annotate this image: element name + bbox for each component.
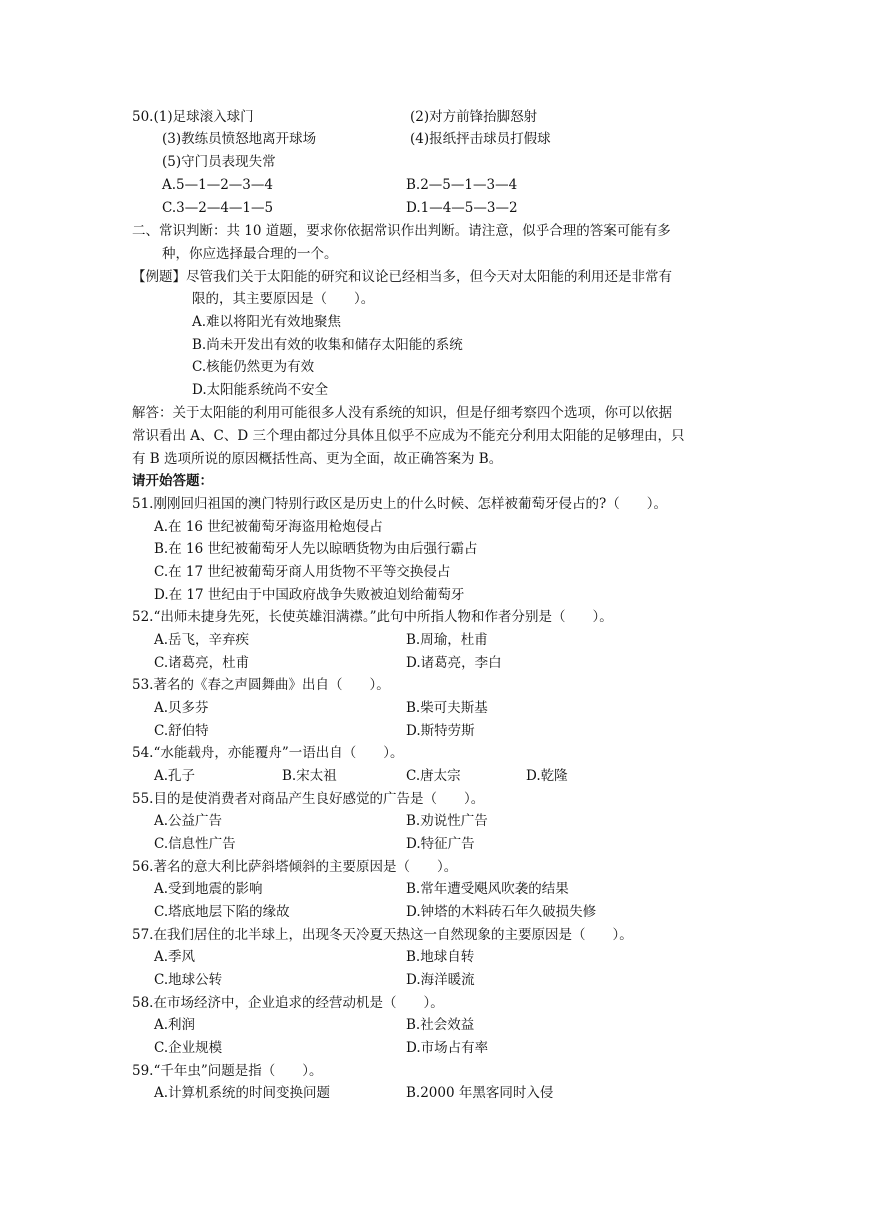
answer-line-1: 解答：关于太阳能的利用可能很多人没有系统的知识，但是仔细考察四个选项，你可以依据	[132, 405, 672, 421]
q54-option-b: B.宋太祖	[282, 768, 337, 784]
q50-item-3: (3)教练员愤怒地离开球场	[162, 131, 317, 147]
q50-item-5: (5)守门员表现失常	[162, 154, 276, 170]
q54-option-a: A.孔子	[154, 768, 196, 784]
q53-option-b: B.柴可夫斯基	[406, 700, 488, 716]
q52-option-b: B.周瑜，杜甫	[406, 632, 488, 648]
q57-option-b: B.地球自转	[406, 949, 475, 965]
q51-option-d: D.在 17 世纪由于中国政府战争失败被迫划给葡萄牙	[154, 587, 465, 603]
section2-line-2: 种，你应选择最合理的一个。	[162, 246, 338, 262]
answer-line-3: 有 B 选项所说的原因概括性高、更为全面，故正确答案为 B。	[132, 451, 503, 467]
q58-option-b: B.社会效益	[406, 1017, 475, 1033]
example-option-c: C.核能仍然更为有效	[192, 359, 315, 375]
q56-option-d: D.钟塔的木料砖石年久破损失修	[406, 904, 597, 920]
q53-stem: 53.著名的《春之声圆舞曲》出自（ ）。	[132, 677, 390, 693]
q56-option-a: A.受到地震的影响	[154, 881, 263, 897]
q53-option-d: D.斯特劳斯	[406, 723, 475, 739]
q51-option-b: B.在 16 世纪被葡萄牙人先以晾晒货物为由后强行霸占	[154, 541, 478, 557]
q50-option-a: A.5—1—2—3—4	[162, 177, 273, 193]
q56-option-b: B.常年遭受飓风吹袭的结果	[406, 881, 569, 897]
q58-stem: 58.在市场经济中，企业追求的经营动机是（ ）。	[132, 995, 444, 1011]
q58-option-d: D.市场占有率	[406, 1040, 489, 1056]
example-line-2: 限的，其主要原因是（ ）。	[192, 291, 375, 307]
q55-option-d: D.特征广告	[406, 836, 475, 852]
q59-stem: 59.“千年虫”问题是指（ ）。	[132, 1063, 323, 1079]
q50-stem: 50.(1)足球滚入球门	[132, 109, 254, 125]
q57-option-d: D.海洋暖流	[406, 972, 475, 988]
q50-option-b: B.2—5—1—3—4	[406, 177, 518, 193]
q54-option-d: D.乾隆	[526, 768, 568, 784]
start-heading: 请开始答题：	[132, 473, 213, 489]
q52-option-d: D.诸葛亮，李白	[406, 655, 502, 671]
q57-option-c: C.地球公转	[154, 972, 223, 988]
q52-option-a: A.岳飞，辛弃疾	[154, 632, 250, 648]
q58-option-a: A.利润	[154, 1017, 196, 1033]
q56-stem: 56.著名的意大利比萨斜塔倾斜的主要原因是（ ）。	[132, 859, 458, 875]
q55-option-a: A.公益广告	[154, 813, 223, 829]
q55-option-b: B.劝说性广告	[406, 813, 488, 829]
q50-item-2: (2)对方前锋抬脚怒射	[410, 109, 538, 125]
q57-stem: 57.在我们居住的北半球上，出现冬天冷夏天热这一自然现象的主要原因是（ ）。	[132, 927, 633, 943]
q59-option-b: B.2000 年黑客同时入侵	[406, 1085, 554, 1101]
example-option-a: A.难以将阳光有效地聚焦	[192, 314, 342, 330]
q53-option-a: A.贝多芬	[154, 700, 209, 716]
q51-option-c: C.在 17 世纪被葡萄牙商人用货物不平等交换侵占	[154, 564, 451, 580]
q53-option-c: C.舒伯特	[154, 723, 209, 739]
q50-option-c: C.3—2—4—1—5	[162, 200, 274, 216]
q54-option-c: C.唐太宗	[406, 768, 461, 784]
example-option-b: B.尚未开发出有效的收集和储存太阳能的系统	[192, 337, 463, 353]
q50-option-d: D.1—4—5—3—2	[406, 200, 518, 216]
answer-line-2: 常识看出 A、C、D 三个理由都过分具体且似乎不应成为不能充分利用太阳能的足够理由，只	[132, 428, 685, 444]
q54-stem: 54.“水能载舟，亦能覆舟”一语出自（ ）。	[132, 745, 404, 761]
q58-option-c: C.企业规模	[154, 1040, 223, 1056]
q51-stem: 51.刚刚回归祖国的澳门特别行政区是历史上的什么时候、怎样被葡萄牙侵占的?（ ）。	[132, 496, 667, 512]
q56-option-c: C.塔底地层下陷的缘故	[154, 904, 290, 920]
q57-option-a: A.季风	[154, 949, 196, 965]
section2-line-1: 二、常识判断：共 10 道题，要求你依据常识作出判断。请注意，似乎合理的答案可能有多	[132, 223, 671, 239]
q59-option-a: A.计算机系统的时间变换问题	[154, 1085, 331, 1101]
q55-option-c: C.信息性广告	[154, 836, 236, 852]
example-option-d: D.太阳能系统尚不安全	[192, 382, 329, 398]
q52-option-c: C.诸葛亮，杜甫	[154, 655, 250, 671]
q51-option-a: A.在 16 世纪被葡萄牙海盗用枪炮侵占	[154, 519, 383, 535]
q52-stem: 52.“出师未捷身先死，长使英雄泪满襟。”此句中所指人物和作者分别是（ ）。	[132, 609, 613, 625]
q50-item-4: (4)报纸抨击球员打假球	[410, 131, 551, 147]
example-line-1: 【例题】尽管我们关于太阳能的研究和议论已经相当多，但今天对太阳能的利用还是非常有	[132, 269, 672, 285]
q55-stem: 55.目的是使消费者对商品产生良好感觉的广告是（ ）。	[132, 791, 485, 807]
